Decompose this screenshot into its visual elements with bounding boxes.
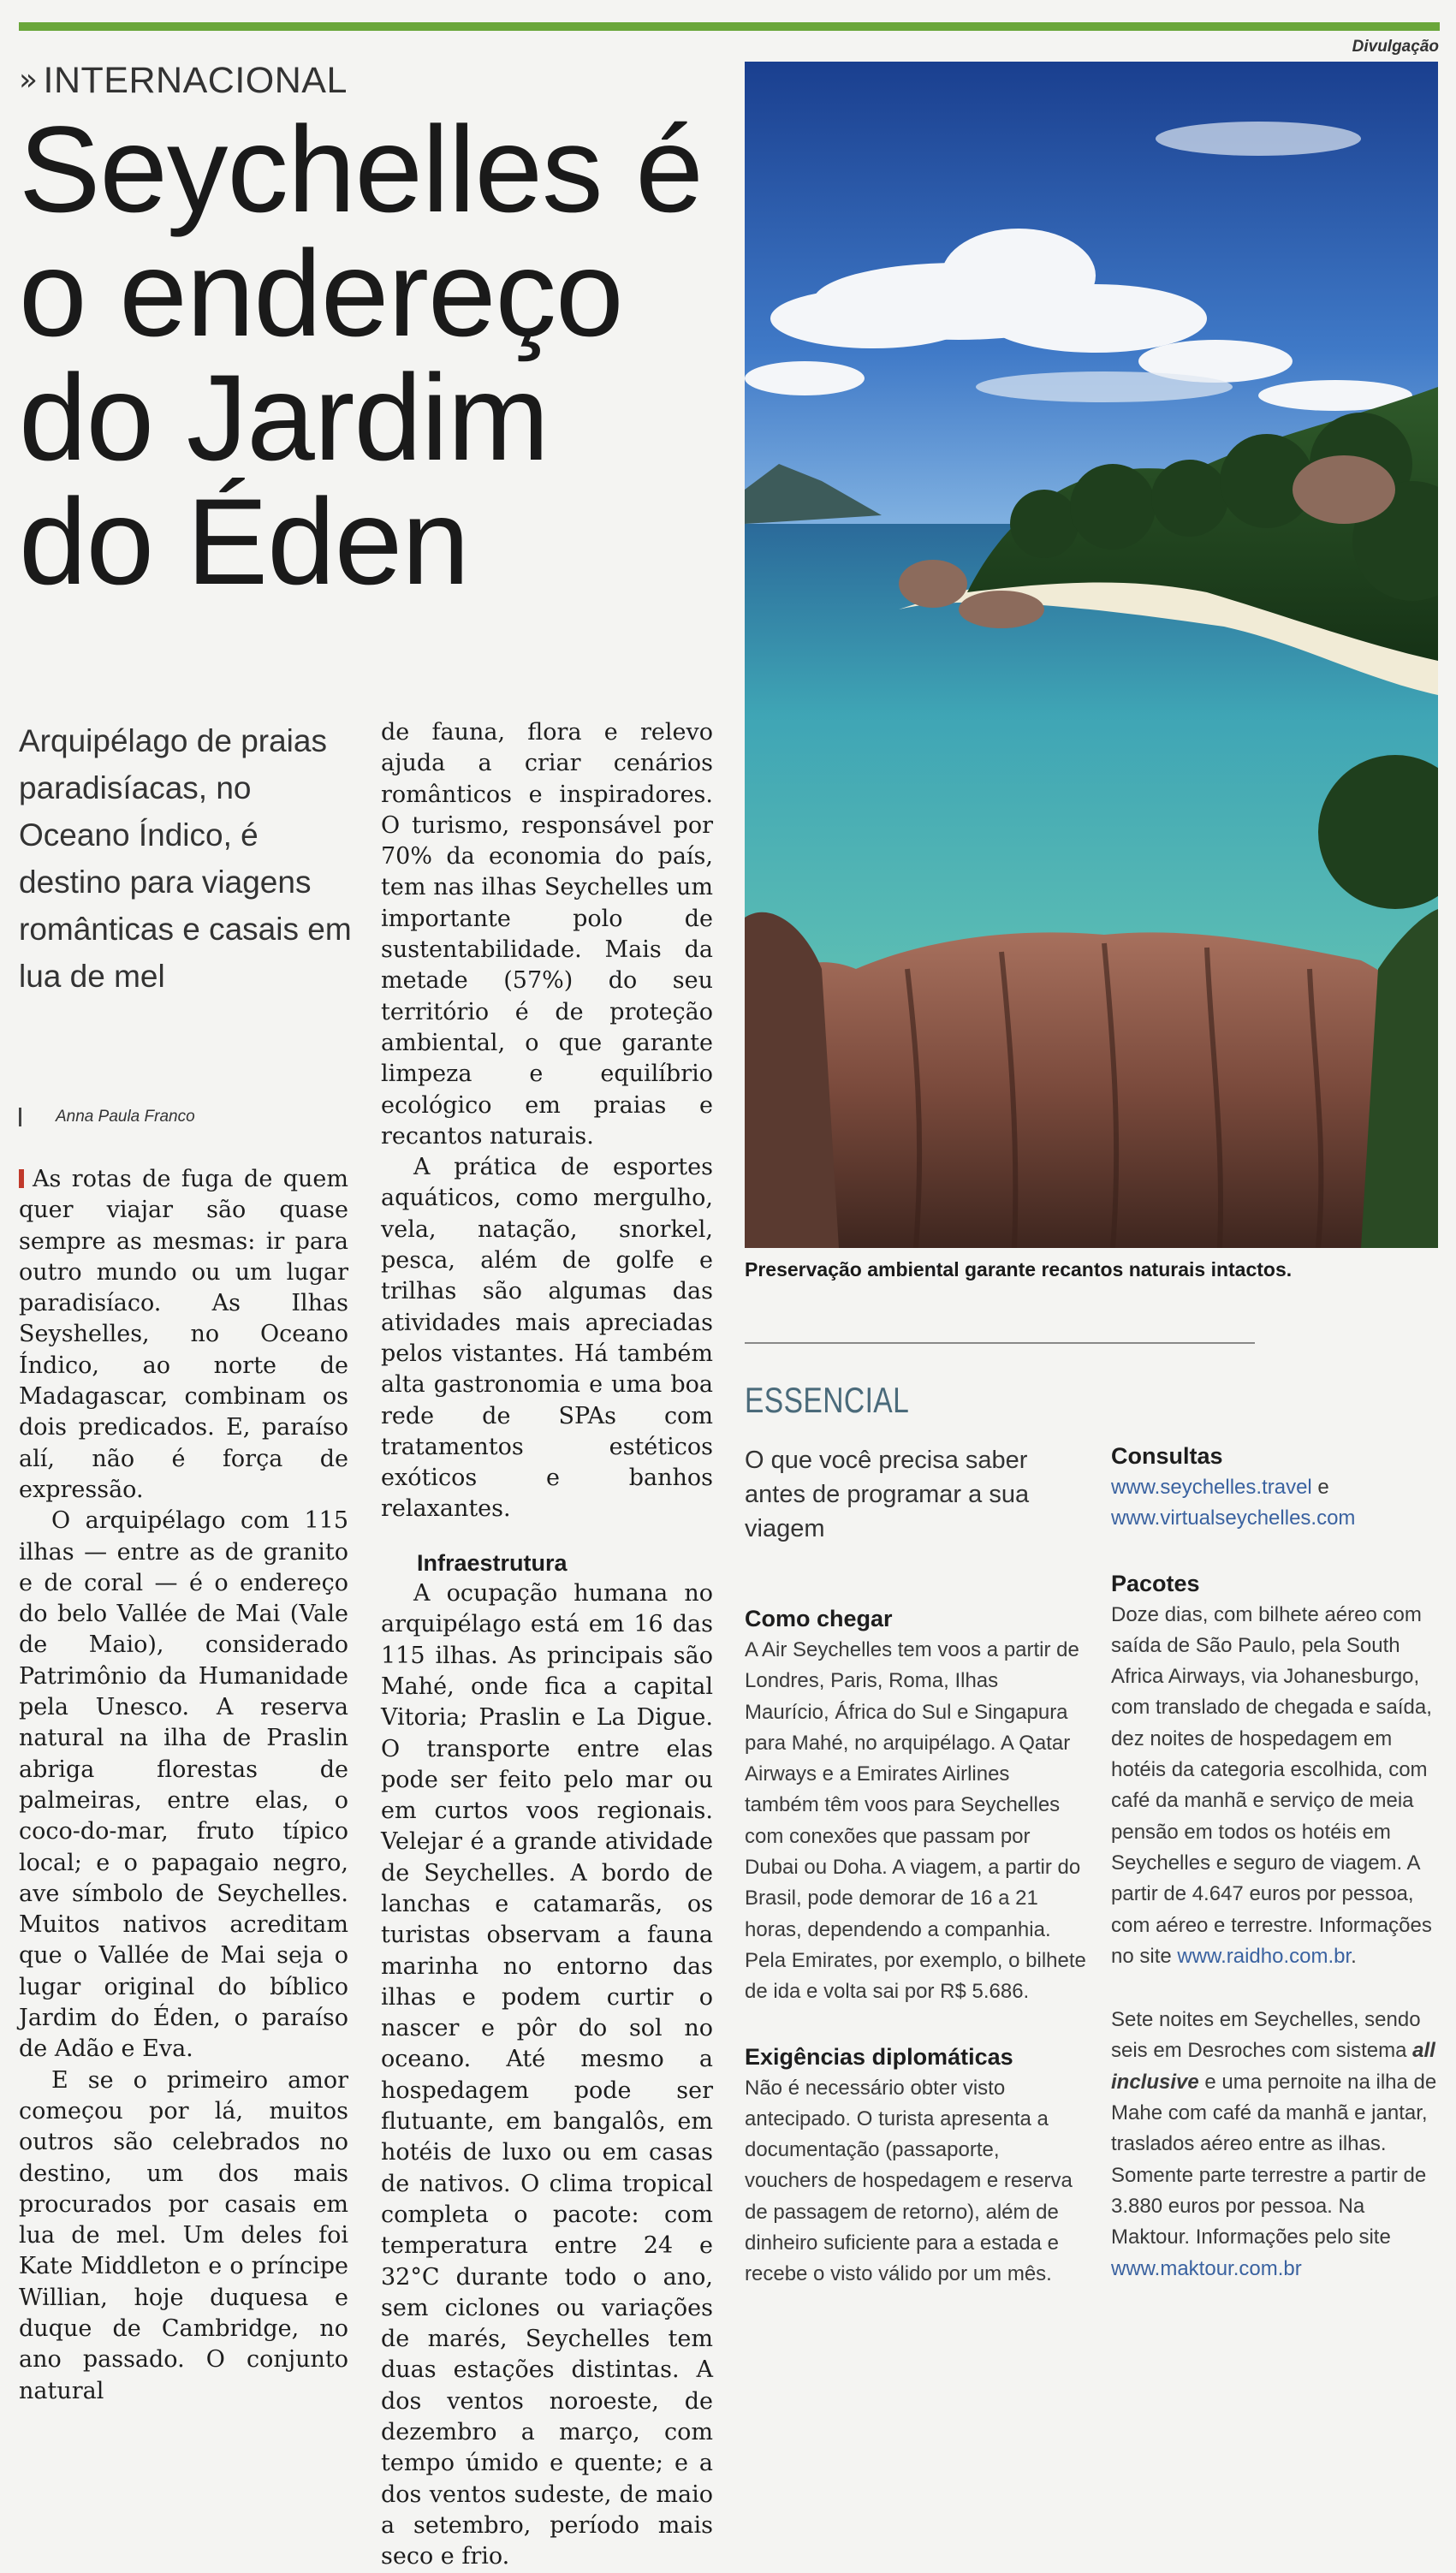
essencial-title: ESSENCIAL bbox=[745, 1380, 910, 1420]
exigencias-heading: Exigências diplomáticas bbox=[745, 2043, 1013, 2070]
essencial-divider bbox=[745, 1342, 1255, 1344]
consultas-heading: Consultas bbox=[1111, 1443, 1223, 1469]
consultas-text bbox=[1111, 1472, 1445, 1535]
infraestrutura-heading: Infraestrutura bbox=[417, 1549, 568, 1576]
paragraph-marker bbox=[19, 1169, 24, 1188]
pacotes-text-2-a: Sete noites em Seychelles, sendo seis em Desroches com sistema bbox=[1111, 2008, 1421, 2063]
paragraph-3: E se o primeiro amor começou por lá, muitos outros são celebrados no destino, um dos mais procurados por casais em lua de mel. Um deles foi Kate Middleton e o príncipe Willian, hoje duquesa e duque de Cambridge, no ano passado. O conjunto natural bbox=[19, 2066, 348, 2404]
exigencias-text: Não é necessário obter visto antecipado. O turista apresenta a documentação (passaporte, vouchers de hospedagem e reserva de passagem de retorno), além de dinheiro suficiente para a estada e recebe o visto válido por um mês. bbox=[745, 2076, 1073, 2286]
pacotes-text-1 bbox=[1111, 1600, 1445, 1973]
top-accent-bar bbox=[19, 22, 1440, 31]
essencial-subtitle: O que você precisa saber antes de programar a sua viagem bbox=[745, 1447, 1030, 1542]
raidho-link[interactable]: www.raidho.com.br bbox=[1177, 1944, 1352, 1968]
byline: Anna Paula Franco bbox=[19, 1108, 195, 1126]
consultas-and: e bbox=[1311, 1476, 1329, 1499]
virtualseychelles-link[interactable]: www.virtualseychelles.com bbox=[1111, 1506, 1356, 1530]
pacotes-text-2 bbox=[1111, 2005, 1445, 2285]
headline bbox=[19, 102, 746, 610]
como-chegar-text: A Air Seychelles tem voos a partir de Londres, Paris, Roma, Ilhas Maurício, África do Sul e Singapura para Mahé, no arquipélago. A Qatar Airways e a Emirates Airlines também têm voos para Seychelles com conexões que passam por Dubai ou Doha. A viagem, a partir do Brasil, pode demorar de 16 a 21 horas, dependendo a companhia. Pela Emirates, por exemplo, o bilhete de ida e volta sai por R$ 5.686. bbox=[745, 1638, 1086, 2004]
paragraph-2: O arquipélago com 115 ilhas — entre as de granito e de coral — é o endereço do belo Vallée de Mai (Vale de Maio), considerado Patrimônio da Humanidade pela Unesco. A reserva natural na ilha de Praslin abriga florestas de palmeiras, entre elas, o coco-do-mar, fruto típico local; e o papagaio negro, ave símbolo de Seychelles. Muitos nativos acreditam que o Vallée de Mai seja o lugar original do bíblico Jardim do Éden, o paraíso de Adão e Eva. bbox=[19, 1507, 348, 2063]
essencial-column-2 bbox=[1111, 1440, 1445, 2285]
beach-photo bbox=[745, 62, 1438, 1248]
headline-line-3: do Jardim bbox=[19, 350, 549, 486]
article-column-2 bbox=[381, 717, 713, 2573]
headline-line-4: do Éden bbox=[19, 474, 469, 610]
section-arrows: » bbox=[19, 62, 39, 98]
article-column-1 bbox=[19, 1164, 348, 2407]
paragraph-4: de fauna, flora e relevo ajuda a criar cenários românticos e inspiradores. O turismo, responsável por 70% da economia do país, tem nas ilhas Seychelles um importante polo de sustentabilidade. Mais da metade (57%) do seu território é de proteção ambiental, o que garante limpeza e equilíbrio ecológico em praias e recantos naturais. bbox=[381, 719, 713, 1150]
headline-line-2: o endereço bbox=[19, 226, 623, 362]
subheadline: Arquipélago de praias paradisíacas, no Oceano Índico, é destino para viagens românticas e casais em lua de mel bbox=[19, 723, 352, 994]
seychelles-travel-link[interactable]: www.seychelles.travel bbox=[1111, 1476, 1312, 1499]
section-label bbox=[19, 60, 348, 102]
paragraph-1-text: As rotas de fuga de quem quer viajar são quase sempre as mesmas: ir para outro mundo ou um lugar paradisíaco. As Ilhas Seyshelles, no Oceano Índico, ao norte de Madagascar, combinam os dois predicados. E, paraíso alí, não é força de expressão. bbox=[19, 1166, 348, 1503]
all-inclusive-text: all inclusive bbox=[1111, 2039, 1435, 2094]
paragraph-1 bbox=[19, 1164, 348, 1506]
maktour-link[interactable]: www.maktour.com.br bbox=[1111, 2256, 1302, 2280]
section-label-text: INTERNACIONAL bbox=[43, 60, 348, 101]
como-chegar-heading: Como chegar bbox=[745, 1606, 893, 1631]
paragraph-6: A ocupação humana no arquipélago está em 16 das 115 ilhas. As principais são Mahé, onde fica a capital Vitoria; Praslin e La Digue. O transporte entre elas pode ser feito pelo mar ou em curtos voos regionais. Velejar é a grande atividade de Seychelles. A bordo de lanchas e catamarãs, os turistas observam a fauna marinha no entorno das ilhas e podem curtir o nascer e pôr do sol no oceano. Até mesmo a hospedagem pode ser flutuante, em bangalôs, em hotéis de luxo ou em casas de nativos. O clima tropical completa o pacote: com temperatura entre 24 e 32°C durante todo o ano, sem ciclones ou variações de marés, Seychelles tem duas estações distintas. A dos ventos noroeste, de dezembro a março, com tempo úmido e quente; e a dos ventos sudeste, de maio a setembro, período mais seco e frio. bbox=[381, 1580, 713, 2570]
pacotes-text-1-body: Doze dias, com bilhete aéreo com saída de São Paulo, pela South Africa Airways, via Johanesburgo, com translado de chegada e saída, dez noites de hospedagem em hotéis da categoria escolhida, com café da manhã e serviço de meia pensão em todos os hotéis em Seychelles e seguro de viagem. A partir de 4.647 euros por pessoa, com aéreo e terrestre. Informações no site bbox=[1111, 1602, 1432, 1968]
essencial-column-1 bbox=[745, 1602, 1087, 2291]
photo-credit: Divulgação bbox=[1352, 38, 1439, 56]
pacotes-text-1-end: . bbox=[1351, 1944, 1357, 1968]
photo-caption: Preservação ambiental garante recantos naturais intactos. bbox=[745, 1258, 1293, 1281]
pacotes-heading: Pacotes bbox=[1111, 1570, 1200, 1596]
headline-line-1: Seychelles é bbox=[19, 102, 703, 238]
pacotes-text-2-b: e uma pernoite na ilha de Mahe com café da manhã e jantar, traslados aéreo entre as ilhas. Somente parte terrestre a partir de 3.880 euros por pessoa. Na Maktour. Informações pelo site bbox=[1111, 2070, 1437, 2249]
paragraph-5: A prática de esportes aquáticos, como mergulho, vela, natação, snorkel, pesca, além de golfe e trilhas são algumas das atividades mais apreciadas pelos vistantes. Há também alta gastronomia e uma boa rede de SPAs com tratamentos estéticos exóticos e banhos relaxantes. bbox=[381, 1154, 713, 1523]
